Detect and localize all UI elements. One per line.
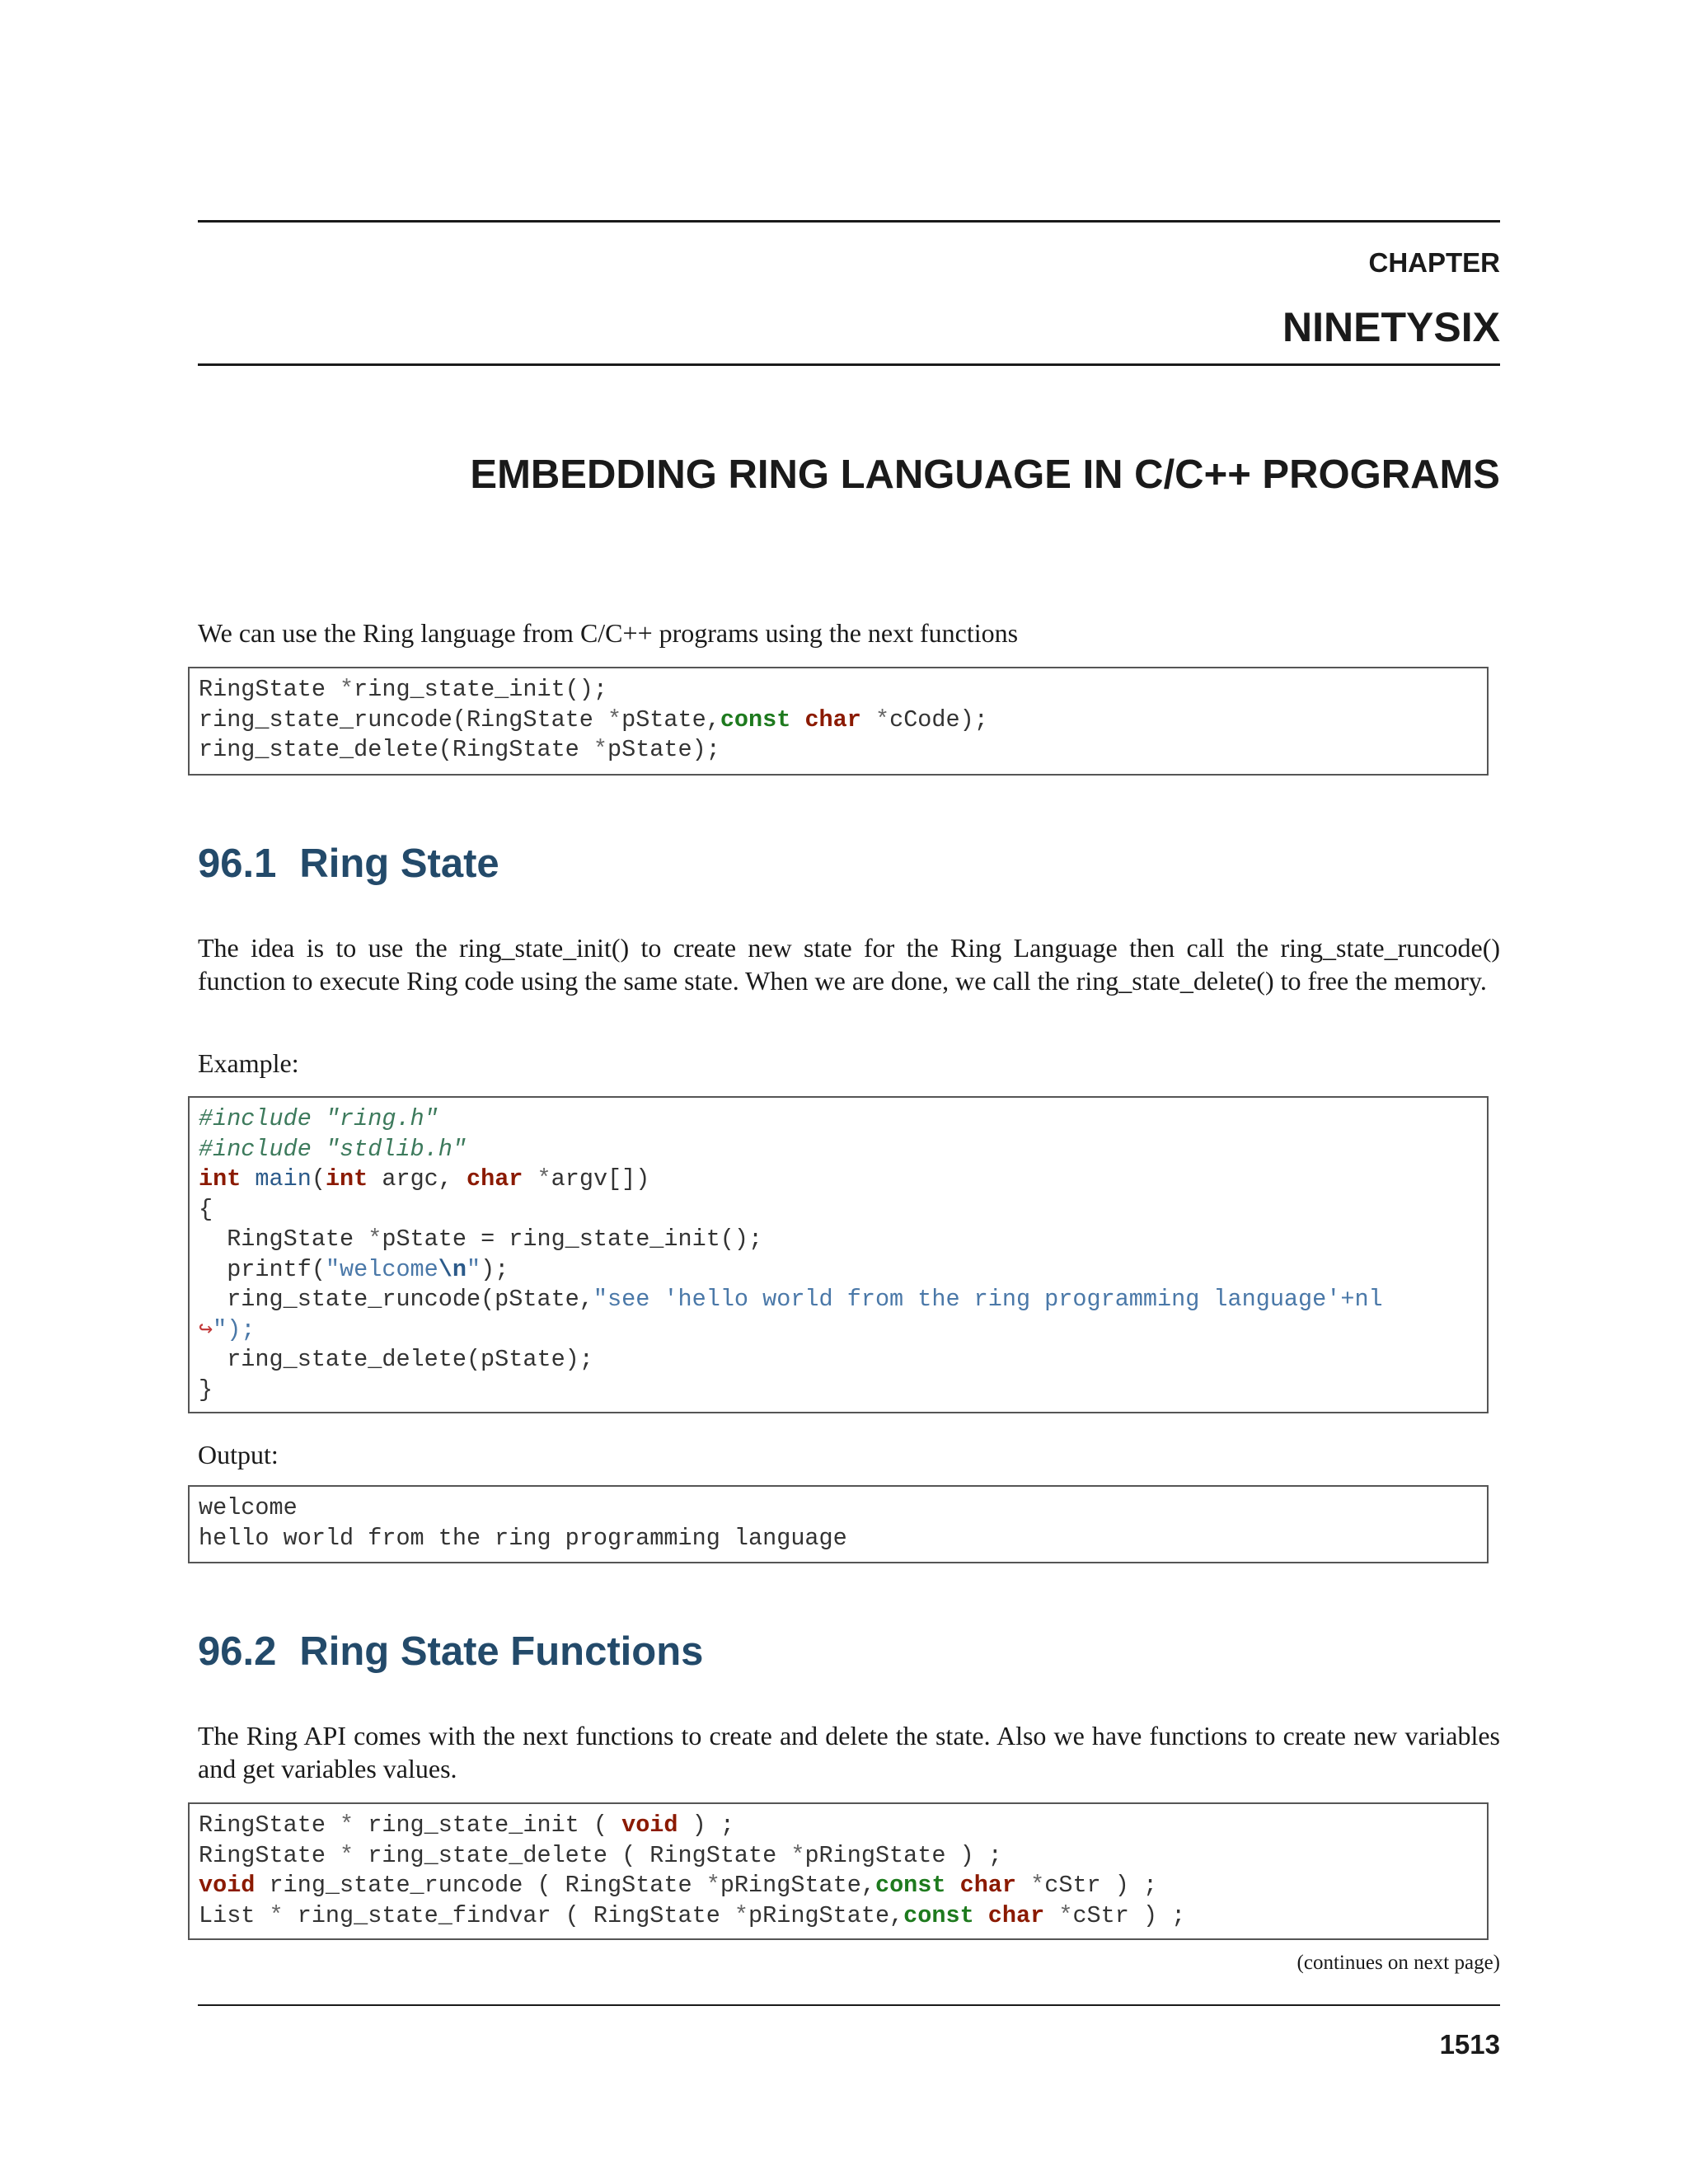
section-heading	[198, 841, 499, 887]
code-line	[199, 1841, 1487, 1872]
code-text: RingState * ring_state_delete ( RingState *pRingState ) ;	[199, 1841, 1002, 1869]
code-text: List * ring_state_findvar ( RingState *pRingState,const char *cStr ) ;	[199, 1901, 1186, 1929]
chapter-title: EMBEDDING RING LANGUAGE IN C/C++ PROGRAMS	[470, 452, 1500, 497]
section-body: The idea is to use the ring_state_init() to create new state for the Ring Language then call the ring_state_runcode() function to execute Ring code using the same state. When we are done, we call the ring_state_delete() to free the memory.	[198, 933, 1500, 996]
code-text: hello world from the ring programming language	[199, 1524, 847, 1552]
code-text: ring_state_runcode(RingState *pState,const char *cCode);	[199, 705, 988, 733]
code-line	[199, 1315, 1487, 1346]
section-number: 96.2	[198, 1629, 277, 1674]
code-line	[199, 735, 1487, 766]
code-line	[199, 1225, 1487, 1255]
continues-note: (continues on next page)	[1296, 1952, 1500, 1974]
intro-code-block	[188, 667, 1489, 776]
code-text: welcome	[199, 1494, 298, 1521]
section-heading	[198, 1629, 703, 1675]
code-line	[199, 1135, 1487, 1165]
footer-rule	[198, 2004, 1500, 2006]
section-body: The Ring API comes with the next functions to create and delete the state. Also we have functions to create new variables and get variables values.	[198, 1721, 1500, 1783]
code-line	[199, 1811, 1487, 1841]
code-line	[199, 1165, 1487, 1195]
chapter-top-rule	[198, 220, 1500, 223]
code-text: int main(int argc, char *argv[])	[199, 1165, 650, 1193]
section-title: Ring State Functions	[299, 1629, 704, 1674]
code-text: void ring_state_runcode ( RingState *pRingState,const char *cStr ) ;	[199, 1872, 1158, 1899]
code-line	[199, 675, 1487, 705]
example-code-block	[188, 1096, 1489, 1413]
code-text: #include "ring.h"	[199, 1105, 438, 1132]
code-line	[199, 1524, 1487, 1554]
intro-paragraph: We can use the Ring language from C/C++ programs using the next functions	[198, 618, 1019, 648]
code-line	[199, 1901, 1487, 1932]
code-text: {	[199, 1195, 213, 1223]
chapter-label: CHAPTER	[1368, 247, 1500, 278]
code-line	[199, 1195, 1487, 1226]
page-number: 1513	[1439, 2029, 1500, 2060]
code-text: ring_state_delete(pState);	[199, 1346, 593, 1373]
code-text: ring_state_delete(RingState *pState);	[199, 736, 720, 763]
example-label: Example:	[198, 1048, 299, 1078]
chapter-number: NINETYSIX	[1282, 304, 1500, 350]
code-text: RingState * ring_state_init ( void ) ;	[199, 1811, 734, 1839]
code-line	[199, 1285, 1487, 1315]
code-line	[199, 1871, 1487, 1901]
code-line	[199, 1376, 1487, 1406]
code-text: ring_state_runcode(pState,"see 'hello world from the ring programming language'+nl	[199, 1286, 1383, 1313]
code-text: RingState *pState = ring_state_init();	[199, 1226, 763, 1253]
output-code-block	[188, 1485, 1489, 1563]
code-line	[199, 1255, 1487, 1286]
code-text: printf("welcome\n");	[199, 1255, 509, 1283]
chapter-bottom-rule	[198, 363, 1500, 366]
section-number: 96.1	[198, 841, 277, 886]
code-line	[199, 1104, 1487, 1135]
code-line	[199, 1345, 1487, 1376]
code-line	[199, 1493, 1487, 1524]
code-text: }	[199, 1376, 213, 1404]
code-text: RingState *ring_state_init();	[199, 676, 607, 703]
functions-code-block	[188, 1802, 1489, 1940]
code-text: #include "stdlib.h"	[199, 1135, 467, 1163]
code-text: ↪");	[199, 1315, 256, 1343]
output-label: Output:	[198, 1440, 279, 1469]
section-title: Ring State	[299, 841, 499, 886]
document-page	[198, 0, 1500, 2184]
code-line	[199, 705, 1487, 736]
